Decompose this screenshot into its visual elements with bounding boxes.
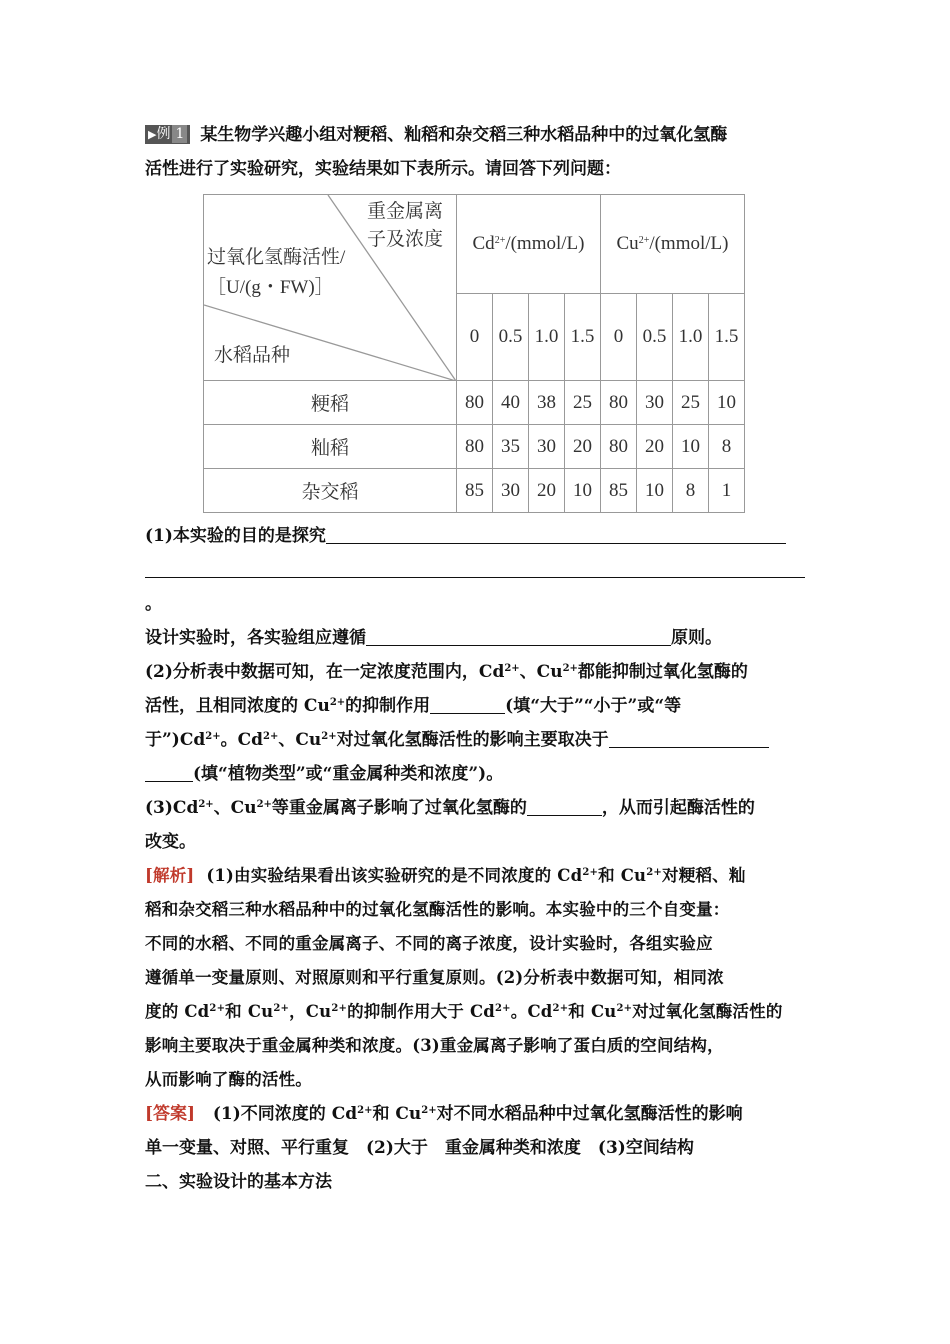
value-cell: 30: [493, 469, 529, 513]
section-title: 二、实验设计的基本方法: [145, 1172, 332, 1192]
answer-blank-4-continued[interactable]: [145, 763, 193, 782]
value-cell: 25: [673, 381, 709, 425]
value-cell: 38: [529, 381, 565, 425]
value-cell: 10: [673, 425, 709, 469]
example-tag: ▶例 1: [145, 125, 190, 144]
value-cell: 80: [601, 381, 637, 425]
variety-name: 杂交稻: [204, 469, 457, 513]
table-row: [204, 425, 745, 469]
value-cell: 80: [601, 425, 637, 469]
example-stem-line-1: ▶例 1 某生物学兴趣小组对粳稻、籼稻和杂交稻三种水稻品种中的过氧化氢酶: [145, 118, 810, 152]
conc-cell: 0.5: [637, 294, 673, 381]
value-cell: 10: [709, 381, 745, 425]
corner-activity-label-1: 过氧化氢酶活性/: [207, 247, 346, 268]
table-row: [204, 469, 745, 513]
conc-cell: 1.5: [709, 294, 745, 381]
document-page: [145, 118, 810, 1199]
value-cell: 10: [565, 469, 601, 513]
value-cell: 8: [673, 469, 709, 513]
conc-cell: 1.5: [565, 294, 601, 381]
analysis-line: 度的 $Cd^{2+}$和 $Cu^{2+}$，$Cu^{2+}$的抑制作用大于 $Cd^{2+}$。$Cd^{2+}$和 $Cu^{2+}$对过氧化氢酶活性的: [145, 1002, 783, 1021]
answer-blank-4[interactable]: [609, 729, 769, 748]
conc-cell: 0: [601, 294, 637, 381]
question-3-line-2: 改变。: [145, 832, 196, 852]
conc-cell: 0.5: [493, 294, 529, 381]
corner-activity-label-2: ［U/(g・FW)］: [207, 277, 334, 298]
question-1-line-4: 设计实验时，各实验组应遵循 原则。: [145, 628, 722, 648]
value-cell: 35: [493, 425, 529, 469]
question-2-line-4: (填“植物类型”或“重金属种类和浓度”)。: [145, 757, 810, 791]
conc-cell: 0: [457, 294, 493, 381]
answer-blank-3[interactable]: [430, 695, 505, 714]
answer-label: [答案]: [145, 1104, 196, 1124]
value-cell: 80: [457, 381, 493, 425]
variety-name: 粳稻: [204, 381, 457, 425]
analysis-line: 影响主要取决于重金属种类和浓度。(3)重金属离子影响了蛋白质的空间结构，: [145, 1036, 724, 1055]
value-cell: 10: [637, 469, 673, 513]
example-stem-line-2: 活性进行了实验研究，实验结果如下表所示。请回答下列问题：: [145, 159, 621, 179]
question-2-line-2: 活性，且相同浓度的 $Cu^{2+}$的抑制作用 (填“大于”“小于”或“等: [145, 696, 682, 716]
question-1-line-1: (1)本实验的目的是探究: [145, 519, 810, 553]
corner-ion-label-2: 子及浓度: [367, 229, 444, 250]
value-cell: 30: [637, 381, 673, 425]
question-1-line-2: [145, 553, 810, 587]
corner-variety-label: 水稻品种: [214, 345, 291, 366]
table-row: [204, 381, 745, 425]
cu-header: $Cu^{2+}/(mmol/L)$: [601, 195, 745, 294]
analysis-line: 从而影响了酶的活性。: [145, 1070, 312, 1089]
analysis-label: [解析]: [145, 866, 195, 885]
table-corner-header: [204, 195, 457, 381]
question-2-line-1: (2)分析表中数据可知，在一定浓度范围内，$Cd^{2+}$、$Cu^{2+}$都能抑制过氧化氢酶的: [145, 662, 748, 682]
value-cell: 20: [529, 469, 565, 513]
answer-blank-2[interactable]: [366, 627, 671, 646]
value-cell: 25: [565, 381, 601, 425]
variety-name: 籼稻: [204, 425, 457, 469]
conc-cell: 1.0: [673, 294, 709, 381]
question-3-line-1: $(3)Cd^{2+}$、$Cu^{2+}$等重金属离子影响了过氧化氢酶的 ，从而引起酶活性的: [145, 798, 755, 818]
question-1-line-3: 。: [145, 594, 162, 614]
value-cell: 30: [529, 425, 565, 469]
answer-line-2: 单一变量、对照、平行重复 (2)大于 重金属种类和浓度 (3)空间结构: [145, 1138, 694, 1158]
results-table: [203, 194, 745, 513]
value-cell: 80: [457, 425, 493, 469]
analysis-line: 遵循单一变量原则、对照原则和平行重复原则。(2)分析表中数据可知，相同浓: [145, 968, 724, 987]
analysis-line: 不同的水稻、不同的重金属离子、不同的离子浓度，设计实验时，各组实验应: [145, 934, 713, 953]
value-cell: 8: [709, 425, 745, 469]
answer-blank-1-continued[interactable]: [145, 559, 805, 578]
question-2-line-3: 于$”)Cd^{2+}$。$Cd^{2+}$、$Cu^{2+}$对过氧化氢酶活性的影响主要取决于: [145, 723, 810, 757]
cd-header: $Cd^{2+}/(mmol/L)$: [457, 195, 601, 294]
value-cell: 85: [457, 469, 493, 513]
analysis-line: 稻和杂交稻三种水稻品种中的过氧化氢酶活性的影响。本实验中的三个自变量：: [145, 900, 730, 919]
value-cell: 20: [565, 425, 601, 469]
value-cell: 40: [493, 381, 529, 425]
corner-ion-label-1: 重金属离: [367, 201, 444, 222]
answer-blank-1[interactable]: [326, 525, 786, 544]
value-cell: 1: [709, 469, 745, 513]
answer-blank-5[interactable]: [527, 797, 602, 816]
analysis-block: [145, 859, 810, 1097]
conc-cell: 1.0: [529, 294, 565, 381]
analysis-line: [解析] (1)由实验结果看出该实验研究的是不同浓度的 $Cd^{2+}$和 $Cu^{2+}$对粳稻、籼: [145, 866, 746, 885]
answer-line-1: [答案] (1)不同浓度的 $Cd^{2+}$和 $Cu^{2+}$对不同水稻品种中过氧化氢酶活性的影响: [145, 1104, 743, 1124]
value-cell: 85: [601, 469, 637, 513]
value-cell: 20: [637, 425, 673, 469]
